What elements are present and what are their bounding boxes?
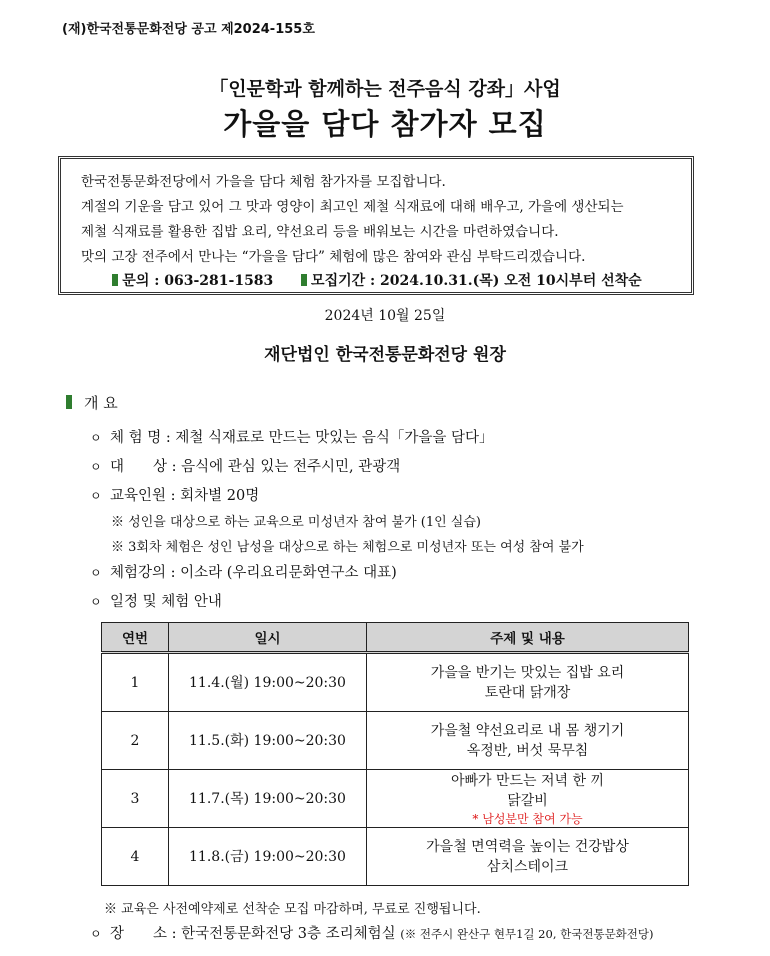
overview-heading (66, 392, 118, 413)
cell-topic (367, 828, 689, 886)
intro-line: 제철 식재료를 활용한 집밥 요리, 약선요리 등을 배워보는 시간을 마련하였습니다. (81, 224, 559, 240)
header-datetime: 일시 (169, 623, 367, 653)
topic-menu: 닭갈비 (507, 792, 548, 809)
table-row (102, 712, 689, 770)
item-capacity: ㅇ 교육인원 : 회차별 20명 (90, 488, 260, 504)
cell-datetime: 11.8.(금) 19:00~20:30 (169, 828, 367, 886)
item-instructor: ㅇ 체험강의 : 이소라 (우리요리문화연구소 대표) (90, 565, 397, 581)
item-venue: ㅇ 장 소 : 한국전통문화전당 3층 조리체험실 (※ 전주시 완산구 현무1길 20, 한국전통문화전당) (90, 926, 654, 942)
intro-line: 계절의 기운을 담고 있어 그 맛과 영양이 최고인 제철 식재료에 대해 배우고, 가을에 생산되는 (81, 199, 624, 215)
bullet-square-icon (112, 274, 118, 286)
contact-info: 문의 : 063-281-1583 (122, 273, 274, 289)
capacity-note: ※ 3회차 체험은 성인 남성을 대상으로 하는 체험으로 미성년자 또는 여성 참여 불가 (111, 540, 584, 555)
cell-topic (367, 653, 689, 712)
cell-no: 2 (102, 712, 169, 770)
table-row (102, 770, 689, 828)
cell-datetime: 11.7.(목) 19:00~20:30 (169, 770, 367, 828)
restriction-note: * 남성분만 참여 가능 (472, 811, 583, 826)
notice-number: (재)한국전통문화전당 공고 제2024-155호 (62, 22, 315, 37)
topic-title: 아빠가 만드는 저녁 한 끼 (450, 772, 605, 789)
topic-title: 가을을 반기는 맛있는 집밥 요리 (430, 664, 625, 681)
cell-datetime: 11.4.(월) 19:00~20:30 (169, 653, 367, 712)
overview-heading-text: 개 요 (84, 394, 118, 412)
intro-box (58, 156, 694, 295)
table-header-row (102, 623, 689, 653)
topic-menu: 삼치스테이크 (486, 858, 569, 875)
bullet-square-icon (301, 274, 307, 286)
cell-topic (367, 712, 689, 770)
topic-title: 가을철 면역력을 높이는 건강밥상 (426, 838, 629, 855)
header-topic: 주제 및 내용 (367, 623, 689, 653)
cell-no: 1 (102, 653, 169, 712)
schedule-table (101, 622, 689, 886)
notice-date: 2024년 10월 25일 (324, 308, 446, 324)
item-schedule: ㅇ 일정 및 체험 안내 (90, 594, 222, 610)
venue-label: 장 소 : 한국전통문화전당 3층 조리체험실 (110, 926, 396, 942)
cell-topic (367, 770, 689, 828)
topic-menu: 토란대 닭개장 (484, 684, 571, 701)
table-row (102, 653, 689, 712)
intro-line: 한국전통문화전당에서 가을을 담다 체험 참가자를 모집합니다. (81, 174, 446, 190)
issuer: 재단법인 한국전통문화전당 원장 (264, 345, 506, 365)
page-title: 가을을 담다 참가자 모집 (223, 107, 547, 141)
item-target: ㅇ 대 상 : 음식에 관심 있는 전주시민, 관광객 (90, 459, 401, 475)
intro-line: 맛의 고장 전주에서 만나는 “가을을 담다” 체험에 많은 참여와 관심 부탁드리겠습니다. (81, 249, 586, 265)
topic-title: 가을철 약선요리로 내 몸 챙기기 (430, 722, 625, 739)
table-row (102, 828, 689, 886)
contact-row (61, 270, 693, 290)
venue-address: (※ 전주시 완산구 현무1길 20, 한국전통문화전당) (400, 927, 654, 941)
recruit-period: 모집기간 : 2024.10.31.(목) 오전 10시부터 선착순 (311, 273, 642, 289)
cell-no: 4 (102, 828, 169, 886)
topic-menu: 옥정반, 버섯 묵무침 (466, 742, 589, 759)
cell-no: 3 (102, 770, 169, 828)
section-marker-icon (66, 395, 72, 409)
capacity-note: ※ 성인을 대상으로 하는 교육으로 미성년자 참여 불가 (1인 실습) (111, 515, 481, 530)
table-note: ※ 교육은 사전예약제로 선착순 모집 마감하며, 무료로 진행됩니다. (104, 902, 481, 917)
cell-datetime: 11.5.(화) 19:00~20:30 (169, 712, 367, 770)
header-no: 연번 (102, 623, 169, 653)
subtitle: 「인문학과 함께하는 전주음식 강좌」사업 (209, 78, 561, 100)
item-program: ㅇ 체 험 명 : 제철 식재료로 만드는 맛있는 음식「가을을 담다」 (90, 430, 494, 446)
